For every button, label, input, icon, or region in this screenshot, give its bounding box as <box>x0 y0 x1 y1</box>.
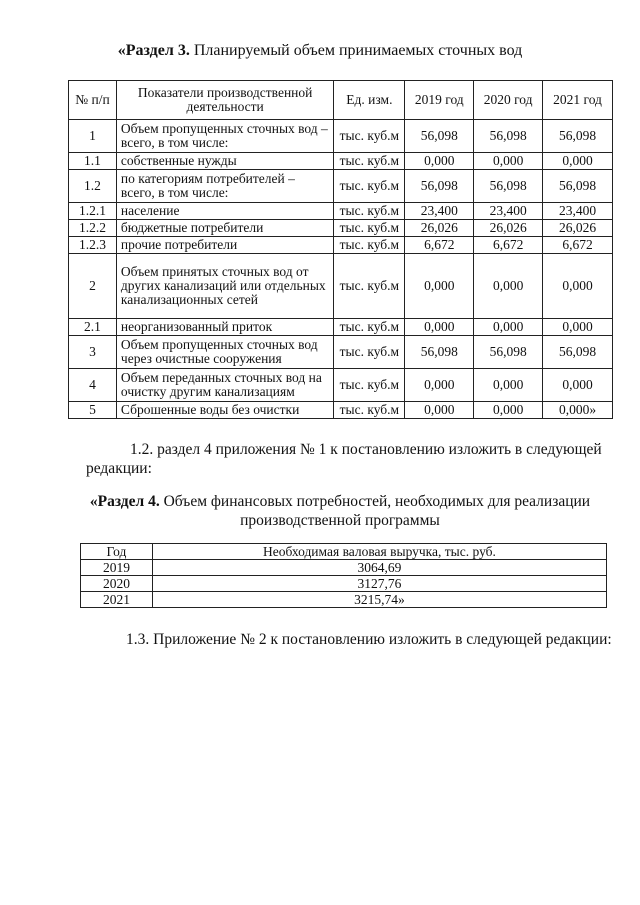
row-num: 1.2.3 <box>69 237 117 254</box>
table-row <box>69 153 613 170</box>
section4-title <box>80 492 600 530</box>
row-value-2019: 26,026 <box>405 220 474 237</box>
row-unit: тыс. куб.м <box>334 120 405 153</box>
row-value-2020: 56,098 <box>474 170 543 203</box>
row-unit: тыс. куб.м <box>334 319 405 336</box>
table-header-row <box>69 81 613 120</box>
row-value-2021: 56,098 <box>543 170 613 203</box>
table-row <box>69 203 613 220</box>
row-value-2019: 0,000 <box>405 319 474 336</box>
row-value-2020: 56,098 <box>474 120 543 153</box>
row-value-2019: 56,098 <box>405 336 474 369</box>
section3-title-bold: «Раздел 3. <box>117 42 190 59</box>
col-header-2021: 2021 год <box>543 81 613 120</box>
section4-title-text: Объем финансовых потребностей, необходимых для реализации производственной программы <box>159 493 591 529</box>
section3-table <box>68 80 613 419</box>
row-value-2021: 26,026 <box>543 220 613 237</box>
row-num: 1 <box>69 120 117 153</box>
section4-title-bold: «Раздел 4. <box>89 493 160 510</box>
row-year: 2021 <box>81 592 153 608</box>
paragraph-1-2: 1.2. раздел 4 приложения № 1 к постановлению изложить в следующей редакции: <box>86 441 602 477</box>
row-num: 1.2 <box>69 170 117 203</box>
row-value-2021: 23,400 <box>543 203 613 220</box>
row-num: 1.1 <box>69 153 117 170</box>
row-value-2019: 0,000 <box>405 369 474 402</box>
row-num: 2.1 <box>69 319 117 336</box>
row-value-2021: 0,000» <box>543 402 613 419</box>
row-year: 2019 <box>81 560 153 576</box>
row-value-2021: 6,672 <box>543 237 613 254</box>
row-value-2021: 0,000 <box>543 254 613 319</box>
row-value-2020: 0,000 <box>474 319 543 336</box>
row-value-2019: 56,098 <box>405 120 474 153</box>
row-revenue: 3215,74» <box>152 592 606 608</box>
col-header-name: Показатели производственной деятельности <box>116 81 333 120</box>
row-value-2019: 0,000 <box>405 153 474 170</box>
row-num: 4 <box>69 369 117 402</box>
col-header-num: № п/п <box>69 81 117 120</box>
row-unit: тыс. куб.м <box>334 170 405 203</box>
row-num: 2 <box>69 254 117 319</box>
row-value-2020: 0,000 <box>474 153 543 170</box>
row-unit: тыс. куб.м <box>334 254 405 319</box>
row-name: Объем пропущенных сточных вод через очистные сооружения <box>116 336 333 369</box>
table-row <box>69 319 613 336</box>
row-revenue: 3127,76 <box>152 576 606 592</box>
table-row <box>69 220 613 237</box>
row-name: по категориям потребителей – всего, в том числе: <box>116 170 333 203</box>
row-value-2019: 0,000 <box>405 254 474 319</box>
row-value-2020: 56,098 <box>474 336 543 369</box>
row-name: неорганизованный приток <box>116 319 333 336</box>
row-value-2021: 0,000 <box>543 369 613 402</box>
row-year: 2020 <box>81 576 153 592</box>
row-value-2020: 23,400 <box>474 203 543 220</box>
row-num: 1.2.1 <box>69 203 117 220</box>
row-value-2021: 0,000 <box>543 153 613 170</box>
table-row <box>69 254 613 319</box>
row-value-2019: 6,672 <box>405 237 474 254</box>
row-num: 1.2.2 <box>69 220 117 237</box>
section3-title-text: Планируемый объем принимаемых сточных вод <box>189 42 523 59</box>
row-revenue: 3064,69 <box>152 560 606 576</box>
row-unit: тыс. куб.м <box>334 336 405 369</box>
col-header-unit: Ед. изм. <box>334 81 405 120</box>
row-value-2020: 0,000 <box>474 369 543 402</box>
row-unit: тыс. куб.м <box>334 237 405 254</box>
col-header-year: Год <box>81 544 153 560</box>
table-row <box>81 576 607 592</box>
row-value-2019: 56,098 <box>405 170 474 203</box>
table-row <box>81 592 607 608</box>
col-header-revenue: Необходимая валовая выручка, тыс. руб. <box>152 544 606 560</box>
paragraph-1-3: 1.3. Приложение № 2 к постановлению изложить в следующей редакции: <box>126 631 612 648</box>
row-num: 5 <box>69 402 117 419</box>
table-row <box>69 120 613 153</box>
section4-table <box>80 543 607 608</box>
table-row <box>69 336 613 369</box>
table-row <box>69 237 613 254</box>
row-value-2021: 56,098 <box>543 120 613 153</box>
row-name: бюджетные потребители <box>116 220 333 237</box>
table-row <box>69 170 613 203</box>
row-value-2020: 0,000 <box>474 254 543 319</box>
row-num: 3 <box>69 336 117 369</box>
row-name: население <box>116 203 333 220</box>
row-name: Объем переданных сточных вод на очистку другим канализациям <box>116 369 333 402</box>
row-name: собственные нужды <box>116 153 333 170</box>
row-value-2020: 0,000 <box>474 402 543 419</box>
row-value-2021: 0,000 <box>543 319 613 336</box>
col-header-2020: 2020 год <box>474 81 543 120</box>
row-value-2019: 23,400 <box>405 203 474 220</box>
table-row <box>81 560 607 576</box>
row-value-2019: 0,000 <box>405 402 474 419</box>
row-value-2021: 56,098 <box>543 336 613 369</box>
row-name: Объем принятых сточных вод от других канализаций или отдельных канализационных сетей <box>116 254 333 319</box>
table-row <box>69 402 613 419</box>
section3-title <box>0 42 640 60</box>
row-unit: тыс. куб.м <box>334 220 405 237</box>
table-header-row <box>81 544 607 560</box>
row-unit: тыс. куб.м <box>334 402 405 419</box>
row-name: Сброшенные воды без очистки <box>116 402 333 419</box>
row-name: прочие потребители <box>116 237 333 254</box>
row-value-2020: 6,672 <box>474 237 543 254</box>
row-value-2020: 26,026 <box>474 220 543 237</box>
row-unit: тыс. куб.м <box>334 153 405 170</box>
table-row <box>69 369 613 402</box>
row-name: Объем пропущенных сточных вод – всего, в том числе: <box>116 120 333 153</box>
col-header-2019: 2019 год <box>405 81 474 120</box>
row-unit: тыс. куб.м <box>334 203 405 220</box>
row-unit: тыс. куб.м <box>334 369 405 402</box>
